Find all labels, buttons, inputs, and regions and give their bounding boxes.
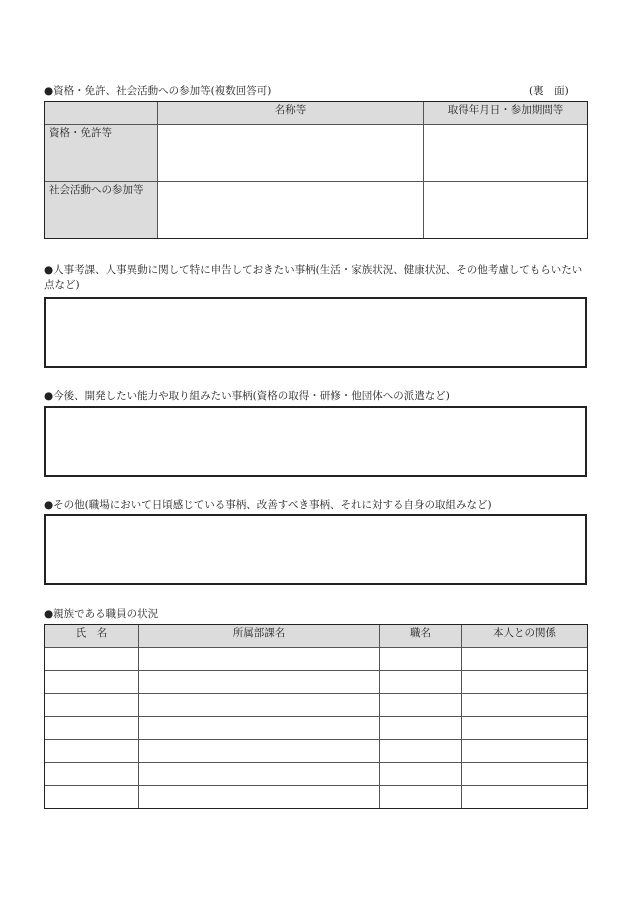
development-heading: ●今後、開発したい能力や取り組みたい事柄(資格の取得・研修・他団体への派遣など)	[44, 390, 450, 402]
relative-relationship-cell[interactable]	[462, 694, 588, 717]
relative-relationship-cell[interactable]	[462, 786, 588, 809]
relatives-heading: ●親族である職員の状況	[44, 608, 159, 620]
relative-title-cell[interactable]	[380, 694, 462, 717]
licenses-period-cell[interactable]	[424, 125, 588, 182]
relative-name-cell[interactable]	[45, 648, 139, 671]
relative-relationship-cell[interactable]	[462, 671, 588, 694]
row-label-licenses: 資格・免許等	[45, 125, 158, 182]
relative-name-cell[interactable]	[45, 694, 139, 717]
social-activities-name-cell[interactable]	[158, 182, 424, 239]
table-row	[45, 648, 588, 671]
relative-name-cell[interactable]	[45, 786, 139, 809]
relatives-header-relationship: 本人との関係	[462, 625, 588, 648]
relatives-table	[44, 624, 588, 809]
table-row	[45, 740, 588, 763]
relative-title-cell[interactable]	[380, 648, 462, 671]
relative-relationship-cell[interactable]	[462, 717, 588, 740]
relative-name-cell[interactable]	[45, 717, 139, 740]
relative-name-cell[interactable]	[45, 763, 139, 786]
relative-title-cell[interactable]	[380, 786, 462, 809]
table-row	[45, 694, 588, 717]
relative-department-cell[interactable]	[139, 763, 380, 786]
relative-title-cell[interactable]	[380, 763, 462, 786]
relatives-header-name: 氏 名	[45, 625, 139, 648]
qualifications-header-blank	[45, 102, 158, 125]
personnel-heading: ●人事考課、人事異動に関して特に申告しておきたい事柄(生活・家族状況、健康状況、その他考慮してもらいたい点など)	[44, 264, 583, 291]
qualifications-table	[44, 101, 588, 239]
table-row	[45, 671, 588, 694]
relative-relationship-cell[interactable]	[462, 740, 588, 763]
relative-name-cell[interactable]	[45, 671, 139, 694]
relative-name-cell[interactable]	[45, 740, 139, 763]
relative-title-cell[interactable]	[380, 740, 462, 763]
table-row	[45, 125, 588, 182]
relatives-header-department: 所属部課名	[139, 625, 380, 648]
page-side-label: (裏 面)	[529, 85, 569, 97]
relative-relationship-cell[interactable]	[462, 648, 588, 671]
table-row	[45, 717, 588, 740]
relative-relationship-cell[interactable]	[462, 763, 588, 786]
qualifications-header-name: 名称等	[158, 102, 424, 125]
row-label-social-activities: 社会活動への参加等	[45, 182, 158, 239]
social-activities-period-cell[interactable]	[424, 182, 588, 239]
personnel-answer-box[interactable]	[44, 297, 587, 368]
licenses-name-cell[interactable]	[158, 125, 424, 182]
relatives-header-title: 職名	[380, 625, 462, 648]
other-heading: ●その他(職場において日頃感じている事柄、改善すべき事柄、それに対する自身の取組みなど)	[44, 499, 492, 511]
relative-department-cell[interactable]	[139, 648, 380, 671]
relative-title-cell[interactable]	[380, 717, 462, 740]
other-answer-box[interactable]	[44, 514, 587, 585]
development-answer-box[interactable]	[44, 406, 587, 477]
relative-department-cell[interactable]	[139, 786, 380, 809]
relative-department-cell[interactable]	[139, 671, 380, 694]
relative-department-cell[interactable]	[139, 740, 380, 763]
qualifications-heading: ●資格・免許、社会活動への参加等(複数回答可)	[44, 85, 272, 97]
table-row	[45, 763, 588, 786]
table-row	[45, 182, 588, 239]
qualifications-header-period: 取得年月日・参加期間等	[424, 102, 588, 125]
table-row	[45, 786, 588, 809]
relative-title-cell[interactable]	[380, 671, 462, 694]
relative-department-cell[interactable]	[139, 694, 380, 717]
relative-department-cell[interactable]	[139, 717, 380, 740]
